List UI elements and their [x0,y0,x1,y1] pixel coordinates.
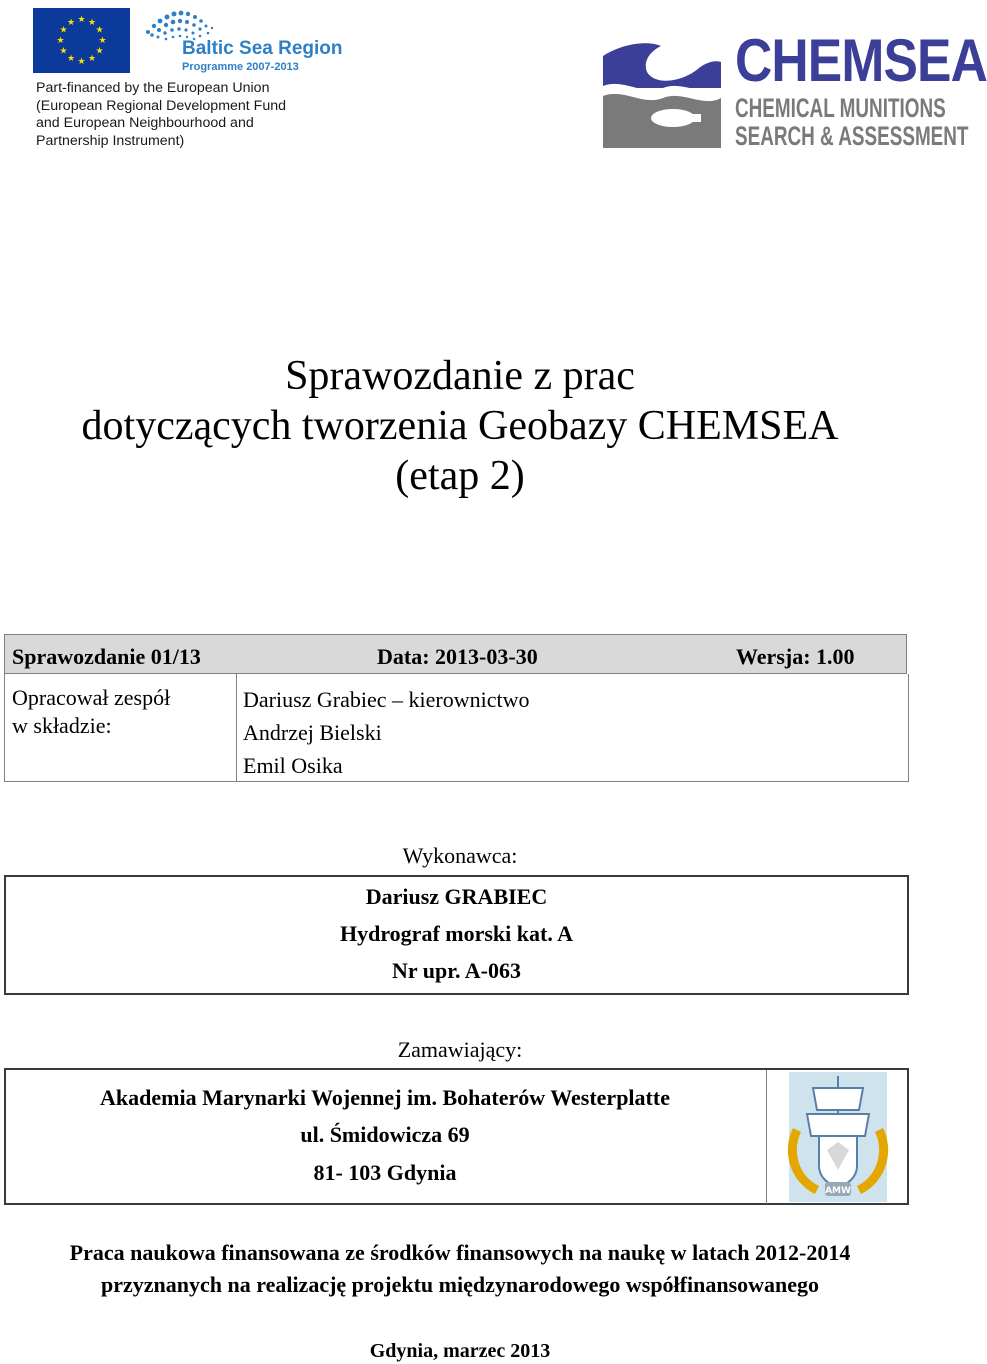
report-version: Wersja: 1.00 [736,644,855,669]
place-and-date: Gdynia, marzec 2013 [369,1340,551,1362]
funding-line-2: przyznanych na realizację projektu międzynarodowego współfinansowanego [100,1272,820,1297]
eu-funding-text [36,80,336,150]
eu-flag-logo [33,8,130,73]
client-label: Zamawiający: [397,1037,523,1062]
document-title-line-2: dotyczących tworzenia Geobazy CHEMSEA [81,403,839,449]
svg-text:★: ★ [95,46,104,57]
eu-text-line: Part-financed by the European Union [36,80,270,96]
report-number: Sprawozdanie 01/13 [12,644,201,669]
chemsea-wave-logo [603,38,721,148]
svg-text:★: ★ [95,25,104,36]
report-date: Data: 2013-03-30 [377,644,538,669]
document-title-line-3: (etap 2) [395,453,525,499]
contractor-license: Nr upr. A-063 [392,958,521,983]
amw-emblem-logo [767,1070,909,1204]
amw-badge-text: AMW [825,1186,851,1196]
chemsea-subtitle-1: CHEMICAL MUNITIONS [735,93,946,123]
svg-text:★: ★ [59,46,68,57]
table-divider [236,674,237,782]
svg-text:★: ★ [87,54,97,64]
amw-logo-cell [766,1070,909,1204]
report-header-row [4,634,907,674]
eu-text-line: (European Regional Development Fund [36,97,287,114]
client-street: ul. Śmidowicza 69 [300,1122,470,1147]
svg-text:★: ★ [66,54,76,64]
svg-text:★: ★ [77,57,86,67]
team-label-line: Opracował zespół [12,685,171,710]
svg-text:★: ★ [98,36,107,46]
svg-text:★: ★ [66,18,76,28]
team-member: Emil Osika [243,753,343,778]
contractor-label: Wykonawca: [402,843,518,868]
chemsea-subtitle-2: SEARCH & ASSESSMENT [735,121,969,151]
client-name: Akademia Marynarki Wojennej im. Bohaterów Westerplatte [100,1085,670,1110]
svg-text:★: ★ [59,25,68,36]
client-city: 81- 103 Gdynia [313,1160,457,1185]
svg-text:★: ★ [56,36,65,46]
team-member: Andrzej Bielski [243,720,382,745]
baltic-sea-region-title: Baltic Sea Region [182,38,343,59]
baltic-programme-subtitle: Programme 2007-2013 [182,61,299,73]
team-label [12,684,170,740]
team-label-line: w składzie: [12,713,112,738]
team-member: Dariusz Grabiec – kierownictwo [243,687,530,712]
contractor-name: Dariusz GRABIEC [365,884,548,909]
svg-text:★: ★ [77,15,86,25]
funding-line-1: Praca naukowa finansowana ze środków finansowych na naukę w latach 2012-2014 [69,1240,851,1265]
eu-text-line: and European Neighbourhood and [36,115,254,131]
team-members-list [243,683,530,782]
chemsea-title: CHEMSEA [735,27,987,94]
contractor-title: Hydrograf morski kat. A [339,921,574,946]
eu-text-line: Partnership Instrument) [36,132,185,149]
document-title-line-1: Sprawozdanie z prac [285,353,635,399]
svg-text:★: ★ [87,18,97,28]
